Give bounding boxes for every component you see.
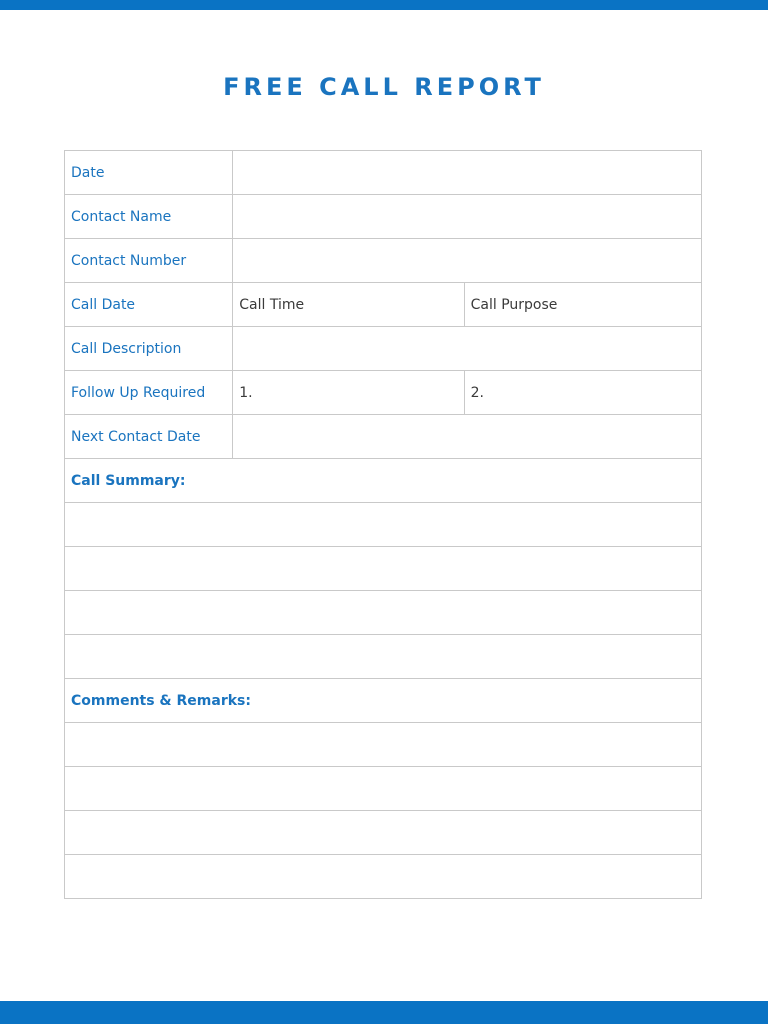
comments-line (65, 811, 702, 855)
comments-line (65, 723, 702, 767)
call-summary-line (65, 547, 702, 591)
contact-number-field[interactable] (233, 239, 702, 283)
call-time-field[interactable]: Call Time (233, 283, 464, 327)
call-summary-line (65, 591, 702, 635)
form-row-next-contact-date (65, 415, 702, 459)
bottom-accent-bar (0, 1001, 768, 1024)
top-accent-bar (0, 0, 768, 10)
call-summary-line-1[interactable] (65, 503, 702, 547)
date-label: Date (65, 151, 233, 195)
comments-line-4[interactable] (65, 855, 702, 899)
form-row-follow-up (65, 371, 702, 415)
form-row-contact-number (65, 239, 702, 283)
form-row-date (65, 151, 702, 195)
call-description-label: Call Description (65, 327, 233, 371)
call-summary-heading: Call Summary: (65, 459, 702, 503)
call-summary-line-3[interactable] (65, 591, 702, 635)
comments-line (65, 767, 702, 811)
call-purpose-field[interactable]: Call Purpose (464, 283, 701, 327)
date-field[interactable] (233, 151, 702, 195)
contact-name-field[interactable] (233, 195, 702, 239)
follow-up-2-field[interactable]: 2. (464, 371, 701, 415)
page-title: FREE CALL REPORT (223, 73, 545, 101)
next-contact-date-label: Next Contact Date (65, 415, 233, 459)
form-row-contact-name (65, 195, 702, 239)
contact-number-label: Contact Number (65, 239, 233, 283)
call-summary-header-row (65, 459, 702, 503)
follow-up-required-label: Follow Up Required (65, 371, 233, 415)
next-contact-date-field[interactable] (233, 415, 702, 459)
comments-header-row (65, 679, 702, 723)
form-row-call-description (65, 327, 702, 371)
follow-up-1-field[interactable]: 1. (233, 371, 464, 415)
comments-line-2[interactable] (65, 767, 702, 811)
comments-line-3[interactable] (65, 811, 702, 855)
form-row-call-info (65, 283, 702, 327)
comments-line-1[interactable] (65, 723, 702, 767)
call-date-label: Call Date (65, 283, 233, 327)
call-description-field[interactable] (233, 327, 702, 371)
call-report-form (64, 150, 702, 899)
contact-name-label: Contact Name (65, 195, 233, 239)
comments-line (65, 855, 702, 899)
call-summary-line (65, 635, 702, 679)
call-summary-line-2[interactable] (65, 547, 702, 591)
comments-remarks-heading: Comments & Remarks: (65, 679, 702, 723)
call-summary-line-4[interactable] (65, 635, 702, 679)
call-summary-line (65, 503, 702, 547)
